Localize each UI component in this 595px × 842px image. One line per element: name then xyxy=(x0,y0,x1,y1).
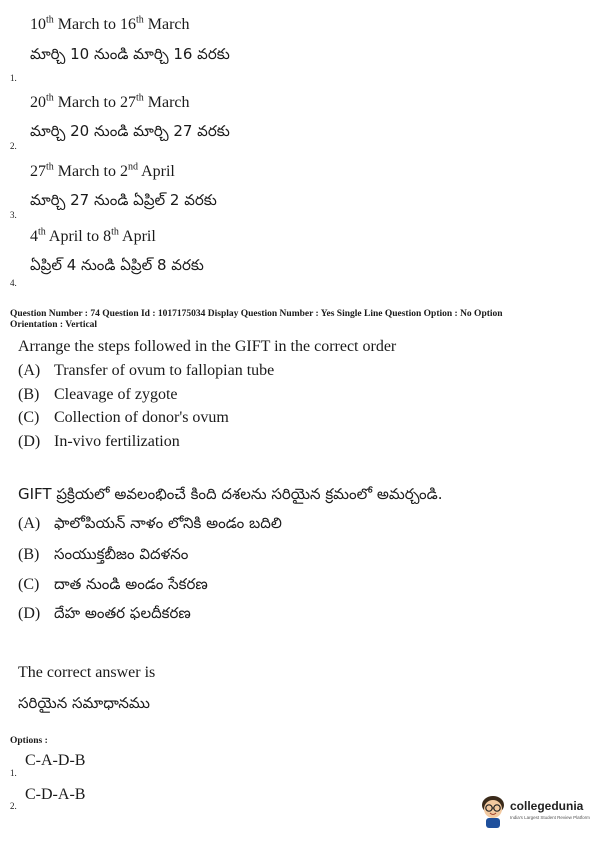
answer-option-2[interactable]: C-D-A-B xyxy=(25,786,86,803)
option-number: 3. xyxy=(10,210,17,220)
prev-option-en: 4th April to 8th April xyxy=(30,226,156,245)
logo-text: collegedunia xyxy=(510,799,584,813)
answer-prompt-te: సరియైన సమాధానము xyxy=(18,694,150,712)
mascot-icon xyxy=(478,793,508,829)
option-number: 1. xyxy=(10,768,17,778)
option-number: 2. xyxy=(10,141,17,151)
prev-option-en: 10th March to 16th March xyxy=(30,14,190,33)
question-item-te: (D) దేహ అంతర ఫలదీకరణ xyxy=(18,604,191,622)
prev-option-te: మార్చి 20 నుండి మార్చి 27 వరకు xyxy=(30,122,230,140)
prev-option-en: 20th March to 27th March xyxy=(30,92,190,111)
logo-tagline: India's Largest Student Review Platform xyxy=(510,815,590,820)
question-item-en: (D) In-vivo fertilization xyxy=(18,433,180,450)
prev-option-en: 27th March to 2nd April xyxy=(30,161,175,180)
prev-option-te: మార్చి 10 నుండి మార్చి 16 వరకు xyxy=(30,45,230,63)
answer-option-1[interactable]: C-A-D-B xyxy=(25,752,86,769)
question-text-en: Arrange the steps followed in the GIFT in the correct order xyxy=(18,338,397,355)
option-number: 4. xyxy=(10,278,17,288)
prev-option-te: మార్చి 27 నుండి ఏప్రిల్ 2 వరకు xyxy=(30,191,217,209)
question-item-en: (A) Transfer of ovum to fallopian tube xyxy=(18,362,275,379)
question-item-te: (A) ఫాలోపియన్ నాళం లోనికి అండం బదిలి xyxy=(18,514,282,532)
question-meta: Question Number : 74 Question Id : 1017175034 Display Question Number : Yes Single Line Question Option : No Option Orientation : Vertical xyxy=(10,309,503,330)
question-item-en: (C) Collection of donor's ovum xyxy=(18,409,229,426)
question-text-te: GIFT ప్రక్రియలో అవలంభించే కింది దశలను సరియైన క్రమంలో అమర్చండి. xyxy=(18,485,443,503)
collegedunia-logo xyxy=(478,793,590,831)
options-label: Options : xyxy=(10,736,48,746)
prev-option-te: ఏప్రిల్ 4 నుండి ఏప్రిల్ 8 వరకు xyxy=(30,256,204,274)
option-number: 2. xyxy=(10,801,17,811)
option-number: 1. xyxy=(10,73,17,83)
question-item-te: (C) దాత నుండి అండం సేకరణ xyxy=(18,575,208,593)
answer-prompt-en: The correct answer is xyxy=(18,664,156,681)
question-item-te: (B) సంయుక్తబీజం విదళనం xyxy=(18,545,189,563)
question-item-en: (B) Cleavage of zygote xyxy=(18,386,178,403)
